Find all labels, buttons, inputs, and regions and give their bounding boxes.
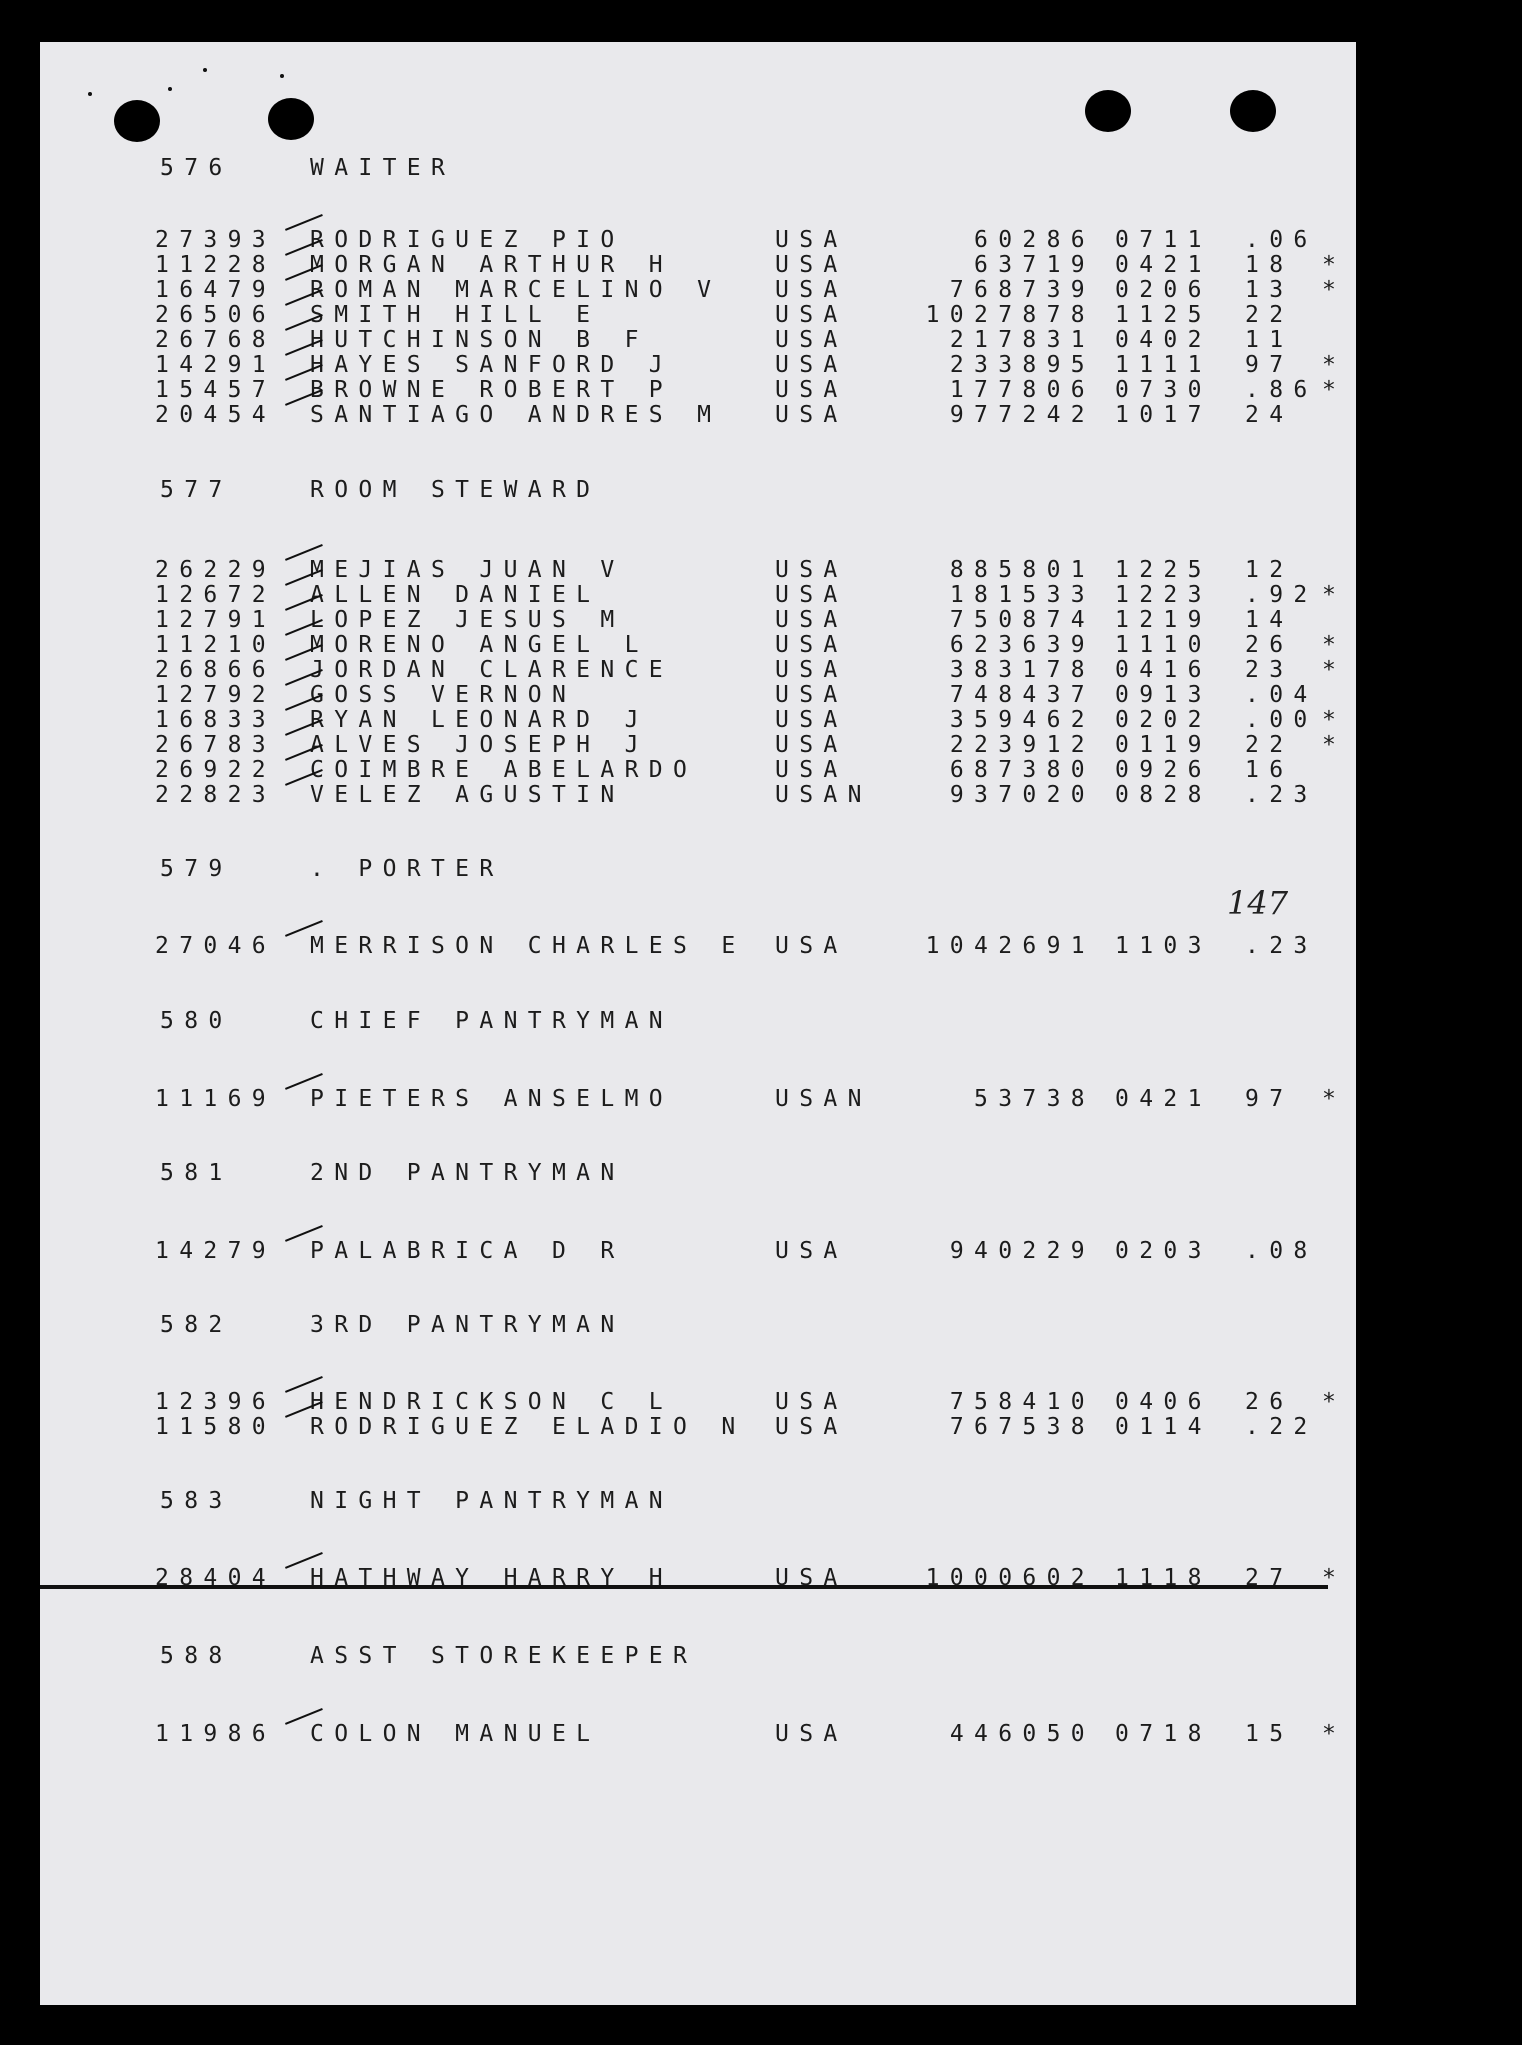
- crew-number: 26783: [155, 732, 276, 758]
- record-number: 758410: [949, 1389, 1095, 1415]
- crew-number: 12791: [155, 607, 276, 633]
- record-number: 177806: [949, 377, 1095, 403]
- date-code: 0206: [1115, 277, 1212, 303]
- crew-name: VELEZ AGUSTIN: [310, 782, 625, 808]
- crew-number: 15457: [155, 377, 276, 403]
- date-code: 0119: [1115, 732, 1212, 758]
- amount: .23: [1245, 933, 1318, 959]
- date-code: 0711: [1115, 227, 1212, 253]
- section-title: CHIEF PANTRYMAN: [310, 1008, 673, 1034]
- record-number: 885801: [949, 557, 1095, 583]
- crew-number: 27046: [155, 933, 276, 959]
- crew-name: HUTCHINSON B F: [310, 327, 649, 353]
- crew-name: JORDAN CLARENCE: [310, 657, 673, 683]
- date-code: 0203: [1115, 1238, 1212, 1264]
- crew-name: HENDRICKSON C L: [310, 1389, 673, 1415]
- date-code: 0718: [1115, 1721, 1212, 1747]
- date-code: 1017: [1115, 402, 1212, 428]
- date-code: 0828: [1115, 782, 1212, 808]
- crew-name: ROMAN MARCELINO V: [310, 277, 722, 303]
- amount: 11: [1245, 327, 1294, 353]
- crew-name: MORGAN ARTHUR H: [310, 252, 673, 278]
- record-number: 687380: [949, 757, 1095, 783]
- crew-number: 11228: [155, 252, 276, 278]
- speck: [88, 92, 92, 96]
- section-code: 577: [160, 477, 233, 503]
- asterisk-mark: *: [1322, 1389, 1347, 1415]
- crew-name: RYAN LEONARD J: [310, 707, 649, 733]
- record-number: 233895: [949, 352, 1095, 378]
- crew-number: 26866: [155, 657, 276, 683]
- crew-number: 16833: [155, 707, 276, 733]
- citizenship: USA: [775, 1389, 848, 1415]
- amount: .06: [1245, 227, 1318, 253]
- crew-number: 26922: [155, 757, 276, 783]
- crew-number: 11169: [155, 1086, 276, 1112]
- citizenship: USA: [775, 377, 848, 403]
- amount: 23: [1245, 657, 1294, 683]
- section-title: . PORTER: [310, 856, 504, 882]
- record-number: 60286: [974, 227, 1095, 253]
- crew-name: LOPEZ JESUS M: [310, 607, 625, 633]
- speck: [203, 68, 207, 72]
- citizenship: USA: [775, 682, 848, 708]
- citizenship: USA: [775, 327, 848, 353]
- citizenship: USA: [775, 657, 848, 683]
- date-code: 1110: [1115, 632, 1212, 658]
- date-code: 0913: [1115, 682, 1212, 708]
- section-code: 576: [160, 155, 233, 181]
- section-header: [40, 477, 1356, 507]
- record-number: 383178: [949, 657, 1095, 683]
- punch-hole: [114, 100, 160, 142]
- crew-number: 14291: [155, 352, 276, 378]
- record-number: 63719: [974, 252, 1095, 278]
- date-code: 0421: [1115, 1086, 1212, 1112]
- crew-number: 11210: [155, 632, 276, 658]
- amount: 24: [1245, 402, 1294, 428]
- section-header: [40, 1312, 1356, 1342]
- amount: 18: [1245, 252, 1294, 278]
- record-number: 623639: [949, 632, 1095, 658]
- citizenship: USA: [775, 277, 848, 303]
- section-code: 588: [160, 1643, 233, 1669]
- section-code: 579: [160, 856, 233, 882]
- crew-name: ALLEN DANIEL: [310, 582, 601, 608]
- section-header: [40, 1160, 1356, 1190]
- section-header: [40, 1643, 1356, 1673]
- crew-row: [40, 782, 1356, 812]
- date-code: 0926: [1115, 757, 1212, 783]
- record-number: 940229: [949, 1238, 1095, 1264]
- amount: .23: [1245, 782, 1318, 808]
- section-header: [40, 1008, 1356, 1038]
- amount: 16: [1245, 757, 1294, 783]
- amount: .86: [1245, 377, 1318, 403]
- crew-name: HAYES SANFORD J: [310, 352, 673, 378]
- crew-number: 12396: [155, 1389, 276, 1415]
- asterisk-mark: *: [1322, 377, 1347, 403]
- section-title: 3RD PANTRYMAN: [310, 1312, 625, 1338]
- crew-number: 26229: [155, 557, 276, 583]
- date-code: 1225: [1115, 557, 1212, 583]
- amount: 13: [1245, 277, 1294, 303]
- record-number: 217831: [949, 327, 1095, 353]
- date-code: 0416: [1115, 657, 1212, 683]
- crew-row: [40, 1238, 1356, 1268]
- crew-row: [40, 1086, 1356, 1116]
- date-code: 1103: [1115, 933, 1212, 959]
- asterisk-mark: *: [1322, 277, 1347, 303]
- asterisk-mark: *: [1322, 632, 1347, 658]
- citizenship: USA: [775, 557, 848, 583]
- record-number: 1042691: [925, 933, 1095, 959]
- date-code: 0402: [1115, 327, 1212, 353]
- crew-number: 26506: [155, 302, 276, 328]
- amount: .22: [1245, 1414, 1318, 1440]
- record-number: 767538: [949, 1414, 1095, 1440]
- punch-hole: [1085, 90, 1131, 132]
- citizenship: USA: [775, 757, 848, 783]
- record-number: 768739: [949, 277, 1095, 303]
- amount: 14: [1245, 607, 1294, 633]
- asterisk-mark: *: [1322, 352, 1347, 378]
- date-code: 0406: [1115, 1389, 1212, 1415]
- citizenship: USA: [775, 632, 848, 658]
- citizenship: USA: [775, 1565, 848, 1591]
- crew-name: HATHWAY HARRY H: [310, 1565, 673, 1591]
- crew-number: 11580: [155, 1414, 276, 1440]
- crew-row: [40, 402, 1356, 432]
- citizenship: USA: [775, 732, 848, 758]
- date-code: 1223: [1115, 582, 1212, 608]
- amount: .08: [1245, 1238, 1318, 1264]
- punch-hole: [1230, 90, 1276, 132]
- amount: 97: [1245, 1086, 1294, 1112]
- amount: 97: [1245, 352, 1294, 378]
- record-number: 1000602: [925, 1565, 1095, 1591]
- record-number: 446050: [949, 1721, 1095, 1747]
- crew-name: RODRIGUEZ PIO: [310, 227, 625, 253]
- date-code: 0730: [1115, 377, 1212, 403]
- asterisk-mark: *: [1322, 732, 1347, 758]
- asterisk-mark: *: [1322, 657, 1347, 683]
- crew-name: BROWNE ROBERT P: [310, 377, 673, 403]
- amount: 12: [1245, 557, 1294, 583]
- citizenship: USA: [775, 352, 848, 378]
- section-title: ROOM STEWARD: [310, 477, 601, 503]
- crew-number: 12792: [155, 682, 276, 708]
- section-code: 583: [160, 1488, 233, 1514]
- date-code: 0114: [1115, 1414, 1212, 1440]
- date-code: 1111: [1115, 352, 1212, 378]
- section-header: [40, 155, 1356, 185]
- record-number: 223912: [949, 732, 1095, 758]
- record-number: 750874: [949, 607, 1095, 633]
- date-code: 0202: [1115, 707, 1212, 733]
- crew-name: PIETERS ANSELMO: [310, 1086, 673, 1112]
- citizenship: USA: [775, 582, 848, 608]
- citizenship: USAN: [775, 782, 872, 808]
- section-title: 2ND PANTRYMAN: [310, 1160, 625, 1186]
- crew-name: SANTIAGO ANDRES M: [310, 402, 722, 428]
- handwritten-page-number: 147: [1227, 884, 1289, 922]
- crew-number: 20454: [155, 402, 276, 428]
- date-code: 1125: [1115, 302, 1212, 328]
- date-code: 0421: [1115, 252, 1212, 278]
- crew-number: 27393: [155, 227, 276, 253]
- citizenship: USA: [775, 707, 848, 733]
- crew-name: SMITH HILL E: [310, 302, 601, 328]
- crew-number: 14279: [155, 1238, 276, 1264]
- section-title: NIGHT PANTRYMAN: [310, 1488, 673, 1514]
- amount: 27: [1245, 1565, 1294, 1591]
- crew-row: [40, 1565, 1356, 1595]
- asterisk-mark: *: [1322, 1086, 1347, 1112]
- record-number: 53738: [974, 1086, 1095, 1112]
- citizenship: USA: [775, 1238, 848, 1264]
- citizenship: USA: [775, 227, 848, 253]
- asterisk-mark: *: [1322, 707, 1347, 733]
- crew-number: 16479: [155, 277, 276, 303]
- amount: .92: [1245, 582, 1318, 608]
- citizenship: USA: [775, 252, 848, 278]
- record-number: 181533: [949, 582, 1095, 608]
- document-page: [40, 42, 1356, 2005]
- crew-name: GOSS VERNON: [310, 682, 577, 708]
- section-code: 582: [160, 1312, 233, 1338]
- amount: .04: [1245, 682, 1318, 708]
- asterisk-mark: *: [1322, 582, 1347, 608]
- crew-number: 11986: [155, 1721, 276, 1747]
- amount: 26: [1245, 1389, 1294, 1415]
- amount: .00: [1245, 707, 1318, 733]
- speck: [280, 74, 284, 78]
- record-number: 748437: [949, 682, 1095, 708]
- crew-name: MEJIAS JUAN V: [310, 557, 625, 583]
- asterisk-mark: *: [1322, 1565, 1347, 1591]
- date-code: 1118: [1115, 1565, 1212, 1591]
- citizenship: USA: [775, 402, 848, 428]
- citizenship: USA: [775, 933, 848, 959]
- asterisk-mark: *: [1322, 252, 1347, 278]
- crew-number: 28404: [155, 1565, 276, 1591]
- crew-name: MERRISON CHARLES E: [310, 933, 746, 959]
- amount: 22: [1245, 732, 1294, 758]
- citizenship: USA: [775, 607, 848, 633]
- asterisk-mark: *: [1322, 1721, 1347, 1747]
- crew-number: 22823: [155, 782, 276, 808]
- crew-number: 26768: [155, 327, 276, 353]
- crew-name: MORENO ANGEL L: [310, 632, 649, 658]
- citizenship: USA: [775, 1414, 848, 1440]
- speck: [168, 87, 172, 91]
- section-header: [40, 1488, 1356, 1518]
- citizenship: USA: [775, 1721, 848, 1747]
- crew-number: 12672: [155, 582, 276, 608]
- record-number: 359462: [949, 707, 1095, 733]
- section-title: WAITER: [310, 155, 456, 181]
- citizenship: USA: [775, 302, 848, 328]
- crew-name: PALABRICA D R: [310, 1238, 625, 1264]
- crew-name: ALVES JOSEPH J: [310, 732, 649, 758]
- crew-name: RODRIGUEZ ELADIO N: [310, 1414, 746, 1440]
- crew-name: COLON MANUEL: [310, 1721, 601, 1747]
- amount: 15: [1245, 1721, 1294, 1747]
- crew-name: COIMBRE ABELARDO: [310, 757, 698, 783]
- record-number: 1027878: [925, 302, 1095, 328]
- punch-hole: [268, 98, 314, 140]
- section-code: 581: [160, 1160, 233, 1186]
- section-code: 580: [160, 1008, 233, 1034]
- amount: 26: [1245, 632, 1294, 658]
- date-code: 1219: [1115, 607, 1212, 633]
- citizenship: USAN: [775, 1086, 872, 1112]
- crew-row: [40, 1721, 1356, 1751]
- record-number: 977242: [949, 402, 1095, 428]
- crew-row: [40, 933, 1356, 963]
- section-title: ASST STOREKEEPER: [310, 1643, 698, 1669]
- amount: 22: [1245, 302, 1294, 328]
- record-number: 937020: [949, 782, 1095, 808]
- crew-row: [40, 1414, 1356, 1444]
- section-header: [40, 856, 1356, 886]
